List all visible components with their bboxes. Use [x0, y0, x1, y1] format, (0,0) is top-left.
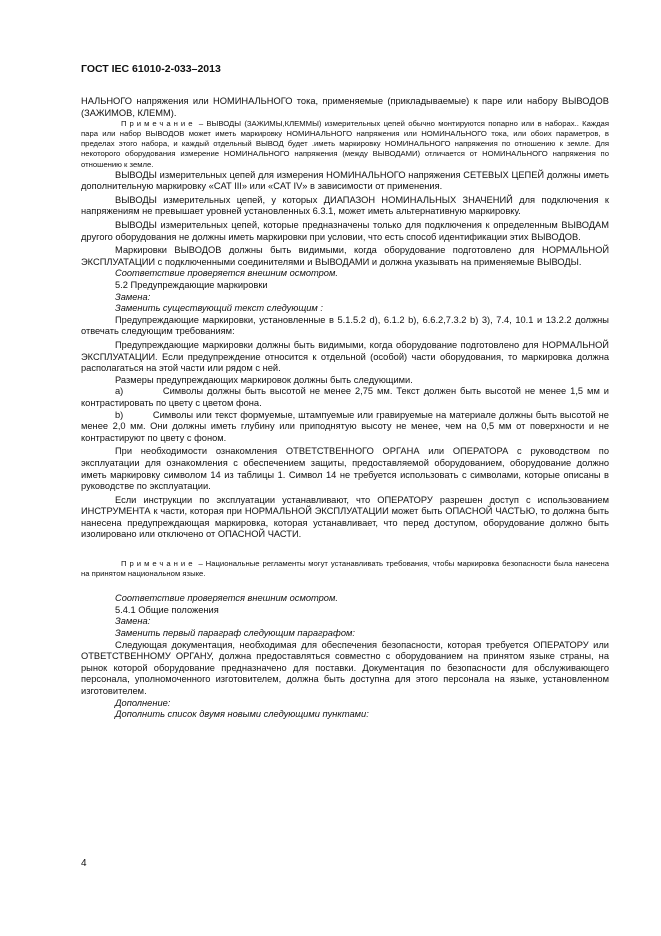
note-paragraph	[81, 119, 609, 169]
paragraph: Предупреждающие маркировки должны быть видимыми, когда оборудование подготовлено для НОРМАЛЬНОЙ ЭКСПЛУАТАЦИИ. Если предупреждение относится к отдельной (особой) части оборудования, то маркировка должна располагаться на этой части или рядом с ней.	[81, 339, 609, 374]
paragraph: ВЫВОДЫ измерительных цепей, которые предназначены только для подключения к определенным ВЫВОДАМ другого оборудования не должны иметь маркировки при условии, что есть способ идентификации этих ВЫВОДОВ.	[81, 220, 609, 242]
addition-instruction: Дополнить список двумя новыми следующими пунктами:	[115, 709, 369, 720]
paragraph: Следующая документация, необходимая для обеспечения безопасности, которая требуется ОПЕРАТОРУ или ОТВЕТСТВЕННОМУ ОРГАНУ, должна предоставляться совместно с оборудованием на принятом языке страны, на рынок которой оборудование предназначено для поставки. Документация по безопасности для обслуживающего персонала, уполномоченного изготовителем, должна быть доступна для этого персонала на языке, установленном изготовителем.	[81, 639, 609, 696]
note-label: Примечание	[121, 559, 196, 569]
list-item	[81, 386, 609, 409]
conformity-statement: Соответствие проверяется внешним осмотром.	[115, 593, 338, 604]
paragraph: Маркировки ВЫВОДОВ должны быть видимыми, когда оборудование подготовлено для НОРМАЛЬНОЙ ЭКСПЛУАТАЦИИ с подключенными соединителями и ВЫВОДАМИ и должна указывать на применяемые ВЫВОДЫ.	[81, 245, 609, 267]
replacement-label: Замена:	[115, 616, 151, 627]
list-item-label: а)	[115, 386, 124, 397]
list-item-text: Символы или текст формуемые, штампуемые или гравируемые на материале должны быть высотой не менее 2,0 мм. Они должны иметь глубину или приподнятую высоту не менее, чем на 0,5 мм от поверхности и не контрастируют по цвету с фоном.	[81, 409, 609, 443]
paragraph: Если инструкции по эксплуатации устанавливают, что ОПЕРАТОРУ разрешен доступ с использованием ИНСТРУМЕНТА к части, которая при НОРМАЛЬНОЙ ЭКСПЛУАТАЦИИ может быть ОПАСНОЙ ЧАСТЬЮ, то должна быть нанесена предупреждающая маркировка, которая устанавливает, что перед доступом, оборудование должно быть изолировано или отключено от ОПАСНОЙ ЧАСТИ.	[81, 494, 609, 540]
conformity-statement: Соответствие проверяется внешним осмотром.	[115, 268, 338, 279]
note-label: Примечание	[121, 119, 196, 129]
paragraph: ВЫВОДЫ измерительных цепей для измерения НОМИНАЛЬНОГО напряжения СЕТЕВЫХ ЦЕПЕЙ должны иметь дополнительную маркировку «CAT III» или «CAT IV» в зависимости от применения.	[81, 169, 609, 192]
replacement-instruction: Заменить существующий текст следующим :	[115, 303, 323, 314]
paragraph: Размеры предупреждающих маркировок должны быть следующими.	[115, 374, 413, 385]
paragraph: При необходимости ознакомления ОТВЕТСТВЕННОГО ОРГАНА или ОПЕРАТОРА с руководством по эксплуатации для ознакомления с обеспечением защиты, предоставляемой оборудованием, оборудование должно иметь маркировку символом 14 из таблицы 1. Символ 14 не требуется использовать с символами, которые описаны в руководстве по эксплуатации.	[81, 446, 609, 492]
paragraph: НАЛЬНОГО напряжения или НОМИНАЛЬНОГО тока, применяемые (прикладываемые) к паре или набору ВЫВОДОВ (ЗАЖИМОВ, КЛЕММ).	[81, 96, 609, 118]
document-body	[81, 96, 609, 721]
note-text: – Национальные регламенты могут устанавливать требования, чтобы маркировка безопасности была нанесена на принятом национальном языке.	[81, 559, 609, 579]
note-paragraph	[81, 559, 609, 579]
section-heading: 5.4.1 Общие положения	[115, 604, 219, 615]
addition-label: Дополнение:	[115, 697, 171, 708]
paragraph: Предупреждающие маркировки, установленные в 5.1.5.2 d), 6.1.2 b), 6.6.2,7.3.2 b) 3), 7.4, 10.1 и 13.2.2 должны отвечать следующим требованиям:	[81, 314, 609, 337]
replacement-instruction: Заменить первый параграф следующим параграфом:	[115, 628, 355, 639]
list-item-text: Символы должны быть высотой не менее 2,75 мм. Текст должен быть высотой не менее 1,5 мм и контрастировать по цвету с цветом фона.	[81, 386, 609, 408]
page-number: 4	[81, 858, 87, 869]
replacement-label: Замена:	[115, 291, 151, 302]
list-item	[81, 410, 609, 445]
document-header: ГОСТ IEC 61010-2-033–2013	[81, 63, 221, 75]
list-item-label: b)	[115, 409, 124, 420]
paragraph: ВЫВОДЫ измерительных цепей, у которых ДИАПАЗОН НОМИНАЛЬНЫХ ЗНАЧЕНИЙ для подключения к напряжениям не превышает уровней установленных 6.3.1, может иметь альтернативную маркировку.	[81, 194, 609, 217]
section-heading: 5.2 Предупреждающие маркировки	[115, 280, 268, 290]
note-text: – ВЫВОДЫ (ЗАЖИМЫ,КЛЕММЫ) измерительных цепей обычно монтируются попарно или в наборах.. Каждая пара или набор ВЫВОДОВ может иметь маркировку НОМИНАЛЬНОГО напряжения или НОМИНАЛЬНОГО тока, или обоих параметров, в пределах этого набора, и каждый отдельный ВЫВОД будет .иметь маркировку НОМИНАЛЬНОГО напряжения по отношению к земле. Для некоторого оборудования измерение НОМИНАЛЬНОГО напряжения (между ВЫВОДАМИ) отличается от НОМИНАЛЬНОГО напряжения по отношению к земле.	[81, 119, 609, 169]
